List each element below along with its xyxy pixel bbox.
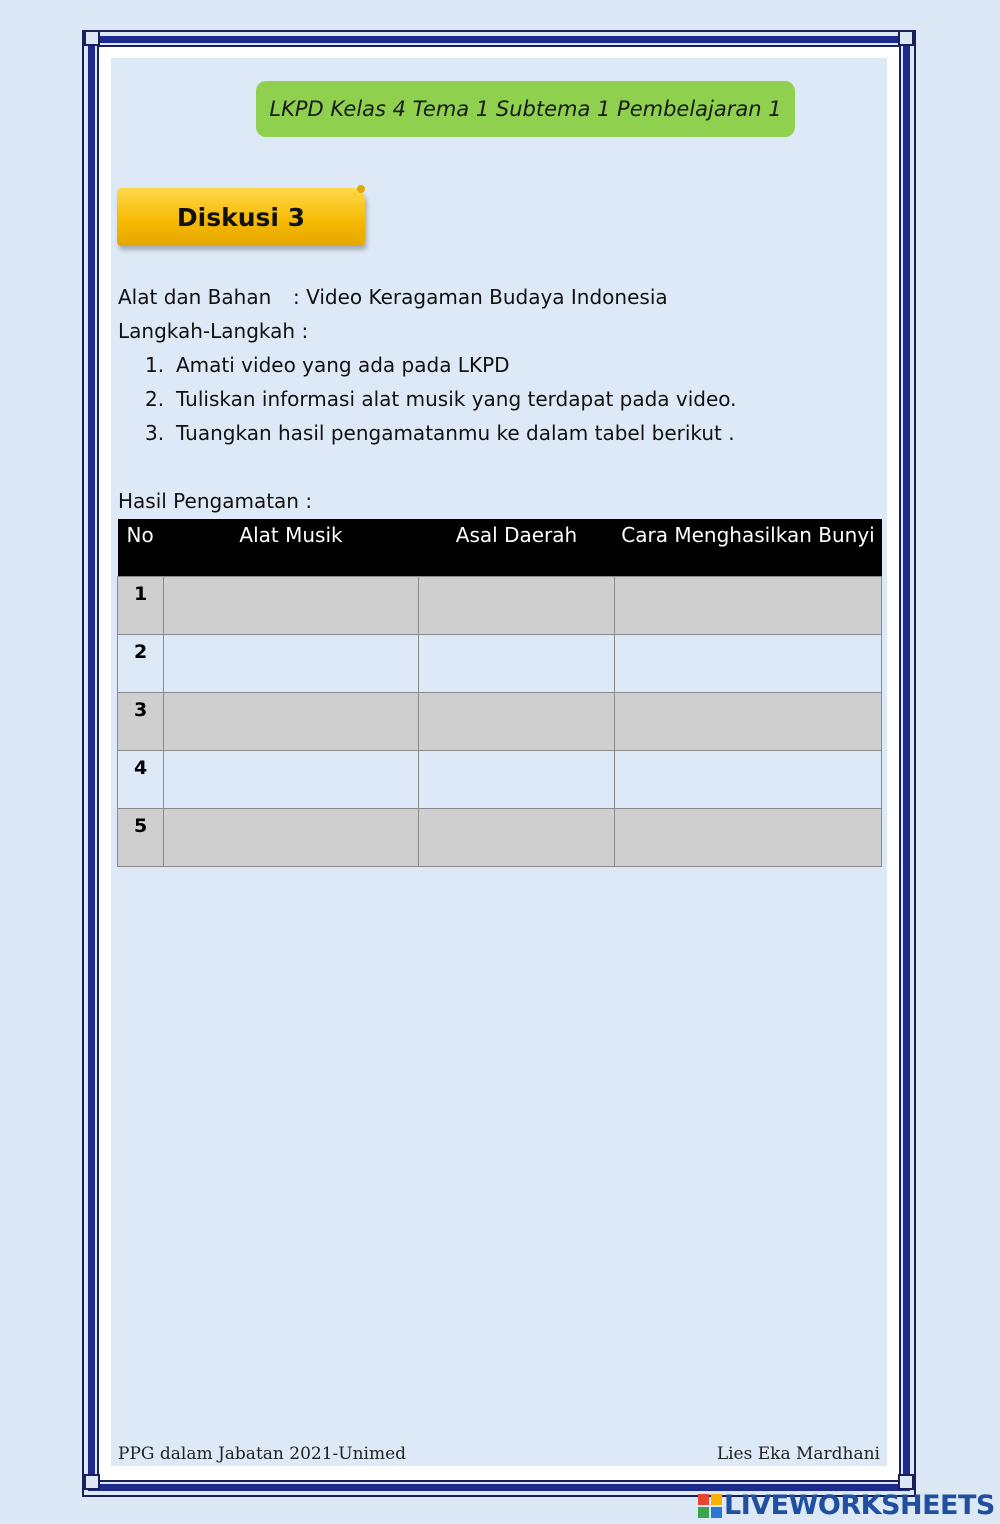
sound-input-cell[interactable] bbox=[615, 693, 882, 751]
origin-input-cell[interactable] bbox=[419, 751, 615, 809]
corner-ornament bbox=[898, 1474, 914, 1490]
sound-input-cell[interactable] bbox=[615, 809, 882, 867]
instrument-input-cell[interactable] bbox=[164, 751, 419, 809]
row-number: 2 bbox=[118, 635, 164, 693]
row-number: 5 bbox=[118, 809, 164, 867]
origin-input-cell[interactable] bbox=[419, 577, 615, 635]
corner-ornament bbox=[84, 1474, 100, 1490]
section-title-scroll: Diskusi 3 bbox=[117, 188, 365, 246]
origin-input-cell[interactable] bbox=[419, 635, 615, 693]
liveworksheets-logo-icon bbox=[698, 1494, 722, 1518]
instrument-input-cell[interactable] bbox=[164, 577, 419, 635]
row-number: 3 bbox=[118, 693, 164, 751]
step-item: Tuliskan informasi alat musik yang terdapat pada video. bbox=[176, 387, 737, 411]
liveworksheets-brand[interactable]: LIVEWORKSHEETS bbox=[724, 1490, 995, 1521]
results-table bbox=[117, 519, 882, 867]
step-number: 2. bbox=[145, 387, 165, 411]
instrument-input-cell[interactable] bbox=[164, 809, 419, 867]
corner-ornament bbox=[84, 30, 100, 46]
column-header-no: No bbox=[118, 519, 164, 577]
sound-input-cell[interactable] bbox=[615, 577, 882, 635]
row-number: 4 bbox=[118, 751, 164, 809]
column-header-sound: Cara Menghasilkan Bunyi bbox=[615, 519, 882, 577]
table-row bbox=[118, 693, 882, 751]
materials-value: : Video Keragaman Budaya Indonesia bbox=[293, 285, 668, 309]
footer-left: PPG dalam Jabatan 2021-Unimed bbox=[118, 1444, 407, 1464]
corner-ornament bbox=[898, 30, 914, 46]
steps-label: Langkah-Langkah : bbox=[118, 319, 309, 343]
sound-input-cell[interactable] bbox=[615, 751, 882, 809]
header-banner: LKPD Kelas 4 Tema 1 Subtema 1 Pembelajaran 1 bbox=[256, 81, 795, 137]
step-item: Tuangkan hasil pengamatanmu ke dalam tabel berikut . bbox=[176, 421, 735, 445]
step-number: 3. bbox=[145, 421, 165, 445]
materials-label: Alat dan Bahan bbox=[118, 285, 272, 309]
step-item: Amati video yang ada pada LKPD bbox=[176, 353, 510, 377]
table-row bbox=[118, 809, 882, 867]
table-row bbox=[118, 577, 882, 635]
instrument-input-cell[interactable] bbox=[164, 693, 419, 751]
origin-input-cell[interactable] bbox=[419, 693, 615, 751]
column-header-origin: Asal Daerah bbox=[419, 519, 615, 577]
results-label: Hasil Pengamatan : bbox=[118, 489, 313, 513]
footer-right: Lies Eka Mardhani bbox=[716, 1444, 880, 1464]
instrument-input-cell[interactable] bbox=[164, 635, 419, 693]
origin-input-cell[interactable] bbox=[419, 809, 615, 867]
table-row bbox=[118, 751, 882, 809]
step-number: 1. bbox=[145, 353, 165, 377]
column-header-instrument: Alat Musik bbox=[164, 519, 419, 577]
table-row bbox=[118, 635, 882, 693]
sound-input-cell[interactable] bbox=[615, 635, 882, 693]
row-number: 1 bbox=[118, 577, 164, 635]
